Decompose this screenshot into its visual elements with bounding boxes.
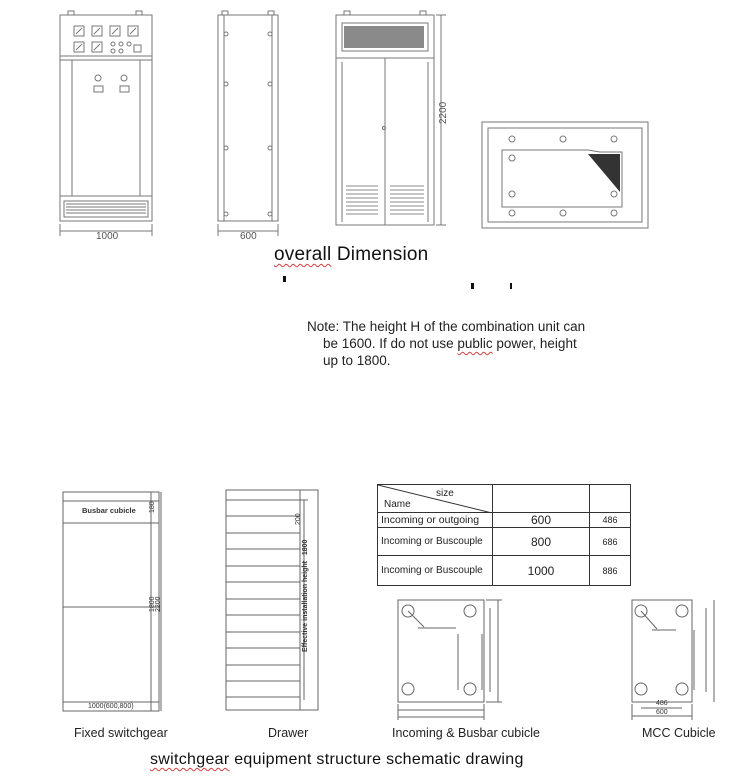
header-blank-1: [493, 485, 590, 513]
row-2-a: 800: [493, 528, 590, 556]
dimension-word: Dimension: [336, 244, 429, 265]
mcc-dim-486: 486: [656, 700, 668, 707]
bottom-title: [150, 751, 524, 769]
note-line-2: [307, 335, 585, 352]
fixed-h-top: 180: [149, 501, 156, 513]
header-blank-2: [590, 485, 631, 513]
caption-drawer: Drawer: [268, 726, 309, 740]
drawer-unit-label: 200: [295, 513, 302, 525]
fixed-h-mid: 1800: [149, 596, 156, 612]
header-name: Name: [384, 499, 411, 510]
note-line-2-post: power, height: [492, 336, 577, 351]
dim-front-width: 1000: [96, 231, 119, 242]
rear-top-vent: [344, 26, 424, 48]
header-size: size: [436, 488, 454, 499]
bottom-title-rest: equipment structure schematic drawing: [234, 751, 524, 768]
plan-mesh: [588, 154, 620, 192]
note-public-word: public: [457, 336, 493, 351]
overall-word: overall: [274, 244, 332, 265]
front-cabinet-drawing: [60, 11, 152, 236]
mcc-drawing: [632, 600, 714, 720]
bottom-title-first-word: switchgear: [150, 751, 230, 768]
row-1-name: Incoming or outgoing: [378, 513, 493, 528]
overall-dimension-title: [274, 244, 428, 266]
caption-fixed-switchgear: Fixed switchgear: [74, 726, 168, 740]
busbar-cubicle-label: Busbar cubicle: [82, 506, 136, 515]
row-1-b: 486: [590, 513, 631, 528]
dim-side-depth: 600: [240, 231, 257, 242]
row-3-b: 886: [590, 556, 631, 586]
mark-3: [510, 283, 512, 289]
row-1-a: 600: [493, 513, 590, 528]
row-2-b: 686: [590, 528, 631, 556]
row-3-a: 1000: [493, 556, 590, 586]
drawer-effective-text: Effective installation height: [302, 560, 309, 652]
fixed-switchgear-drawing: [63, 492, 161, 711]
note-line-3: up to 1800.: [323, 353, 391, 368]
dim-height: 2200: [438, 101, 449, 124]
size-table: [377, 484, 631, 586]
caption-mcc-cubicle: MCC Cubicle: [642, 726, 716, 740]
side-cabinet-drawing: [218, 11, 278, 236]
caption-incoming-busbar: Incoming & Busbar cubicle: [392, 726, 540, 740]
mark-1: [283, 276, 286, 282]
plan-view-drawing: [482, 122, 648, 228]
note-block: [307, 318, 585, 369]
drawer-effective-label: [302, 540, 309, 652]
mark-2: [471, 283, 474, 289]
note-line-1: Note: The height H of the combination unit can: [307, 319, 586, 334]
note-line-2-pre: be 1600. If do not use: [323, 336, 458, 351]
size-name-header: [378, 485, 493, 513]
incoming-busbar-drawing: [398, 600, 502, 720]
mcc-dim-600: 600: [656, 709, 668, 716]
fixed-width-label: 1000(600,800): [88, 703, 134, 710]
row-3-name: Incoming or Buscouple: [378, 556, 493, 586]
row-2-name: Incoming or Buscouple: [378, 528, 493, 556]
fixed-h-total: 2200: [155, 596, 162, 612]
drawer-effective-value: 1800: [302, 539, 309, 556]
